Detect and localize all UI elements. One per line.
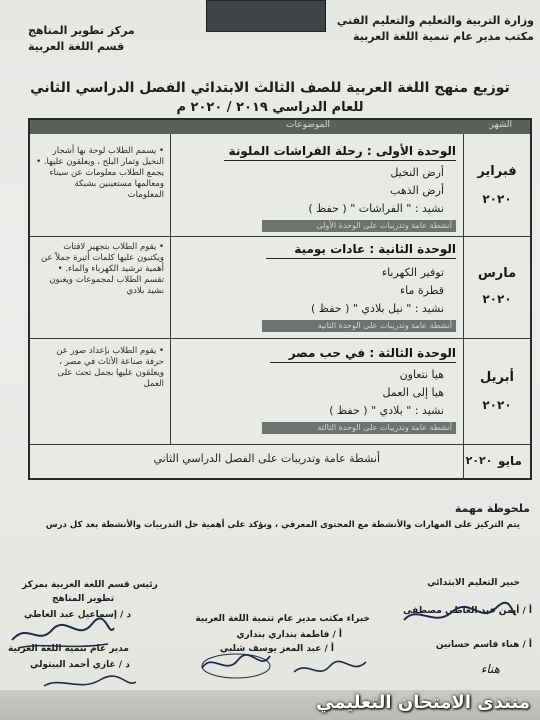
year-apr: ٢٠٢٠: [482, 398, 512, 412]
month-apr: أبريل: [480, 370, 514, 385]
month-may: مايو: [498, 454, 522, 468]
row-divider: [30, 444, 530, 445]
unit-2-activities-band: أنشطة عامة وتدريبات على الوحدة الثانية: [262, 320, 456, 332]
sig-left-title-2: تطوير المناهج: [52, 594, 115, 604]
sig-left-name-2: د / غازي أحمد البيتولي: [30, 660, 130, 670]
signature-scribble-middle-2: [290, 654, 370, 684]
list-item: نشيد : " الفراشات " ( حفظ ): [308, 202, 444, 215]
activities-divider: [170, 134, 171, 444]
sig-left-title-1: رئيس قسم اللغة العربية بمركز: [22, 580, 158, 590]
year-feb: ٢٠٢٠: [482, 192, 512, 206]
ministry-line-2: مكتب مدير عام تنمية اللغة العربية: [352, 30, 534, 43]
unit-3-underline: [270, 362, 456, 363]
unit-1-activities-band: أنشطة عامة وتدريبات على الوحدة الأولى: [262, 220, 456, 232]
list-item: هيا نتعاون: [399, 368, 444, 381]
sig-right-name-2: أ / هناء قاسم حسانين: [435, 640, 532, 650]
row-divider: [30, 338, 530, 339]
signature-scribble-middle: [196, 646, 276, 682]
list-item: هيا إلى العمل: [382, 386, 444, 399]
unit-2-title: الوحدة الثانية : عادات يومية: [294, 242, 456, 256]
list-item: قطرة ماء: [399, 284, 444, 297]
header-content: الموضوعات: [286, 120, 330, 130]
table-header: [30, 120, 530, 134]
unit-3-activities-band: أنشطة عامة وتدريبات على الوحدة الثالثة: [262, 422, 456, 434]
sig-right-title: خبير التعليم الابتدائي: [427, 578, 520, 588]
year-mar: ٢٠٢٠: [482, 292, 512, 306]
watermark: منتدى الامتحان التعليمي: [316, 692, 530, 713]
center-line-1: مركز تطوير المناهج: [28, 24, 135, 37]
month-divider: [463, 134, 464, 480]
sig-left-name-1: د / إسماعيل عبد العاطي: [24, 610, 132, 620]
header-month: الشهر: [489, 120, 512, 130]
sig-right-name-1: أ / أيمن عبد العاطي مصطفى: [403, 606, 532, 616]
sig-middle-title: خبراء مكتب مدير عام تنمية اللغة العربية: [195, 614, 370, 624]
sig-middle-name-1: أ / فاطمة بنداري بنداري: [236, 630, 342, 640]
final-activities: أنشطة عامة وتدريبات على الفصل الدراسي الثاني: [153, 452, 380, 465]
unit-3-title: الوحدة الثالثة : في حب مصر: [288, 346, 456, 360]
row-divider: [30, 236, 530, 237]
handwritten-signature: هناء: [480, 662, 500, 676]
activities-3: • يقوم الطلاب بإعداد صور عن حرفة صناعة الأثاث في مصر ، ويعلقون عليها بجمل تحث على العمل: [56, 346, 164, 389]
year-may: ٢٠٢٠: [465, 454, 493, 467]
list-item: نشيد : " بلادي " ( حفظ ): [329, 404, 444, 417]
list-item: أرض الذهب: [390, 184, 444, 197]
list-item: نشيد : " نيل بلادي " ( حفظ ): [311, 302, 444, 315]
document-title: توزيع منهج اللغة العربية للصف الثالث الابتدائي الفصل الدراسي الثاني: [30, 80, 510, 96]
note-text: يتم التركيز على المهارات والأنشطة مع المحتوى المعرفي ، ونؤكد على أهمية حل التدريبات والأنشطة بعد كل درس: [45, 520, 520, 530]
document-subtitle: للعام الدراسي ٢٠١٩ / ٢٠٢٠ م: [176, 100, 364, 115]
curriculum-table: [28, 118, 532, 480]
month-feb: فبراير: [477, 164, 517, 179]
month-mar: مارس: [477, 266, 517, 281]
unit-1-title: الوحدة الأولى : رحلة الفراشات الملونة: [228, 144, 456, 158]
activities-1: • يسمم الطلاب لوحة بها أشجار النخيل وثمار البلح ، ويعلقون عليها. • يجمع الطلاب معلومات عن سيناء ومعالمها مستعينين بشبكة المعلومات: [36, 146, 164, 200]
stamp-strip: [206, 0, 326, 32]
signature-scribble-left: [8, 612, 118, 652]
unit-1-underline: [224, 160, 456, 161]
list-item: أرض النخيل: [390, 166, 444, 179]
unit-2-underline: [266, 258, 456, 259]
center-line-2: قسم اللغة العربية: [28, 40, 125, 53]
list-item: توفير الكهرباء: [381, 266, 444, 279]
activities-2: • يقوم الطلاب بتجهيز لافتات ويكتبون عليها كلمات أثيرة جملاً عن أهمية ترشيد الكهرباء والماء. • تقسم الطلاب لمجموعات ويغنون نشيد بلادي: [41, 242, 164, 296]
sig-middle-name-2: أ / عبد المعز يوسف شلبي: [219, 644, 334, 654]
note-heading: ملحوظة مهمة: [454, 502, 530, 515]
ministry-line-1: وزارة التربية والتعليم والتعليم الفني: [336, 14, 534, 27]
sig-left-title-3: مدير عام تنمية اللغة العربية: [8, 644, 129, 654]
signature-scribble-right: [400, 598, 520, 632]
